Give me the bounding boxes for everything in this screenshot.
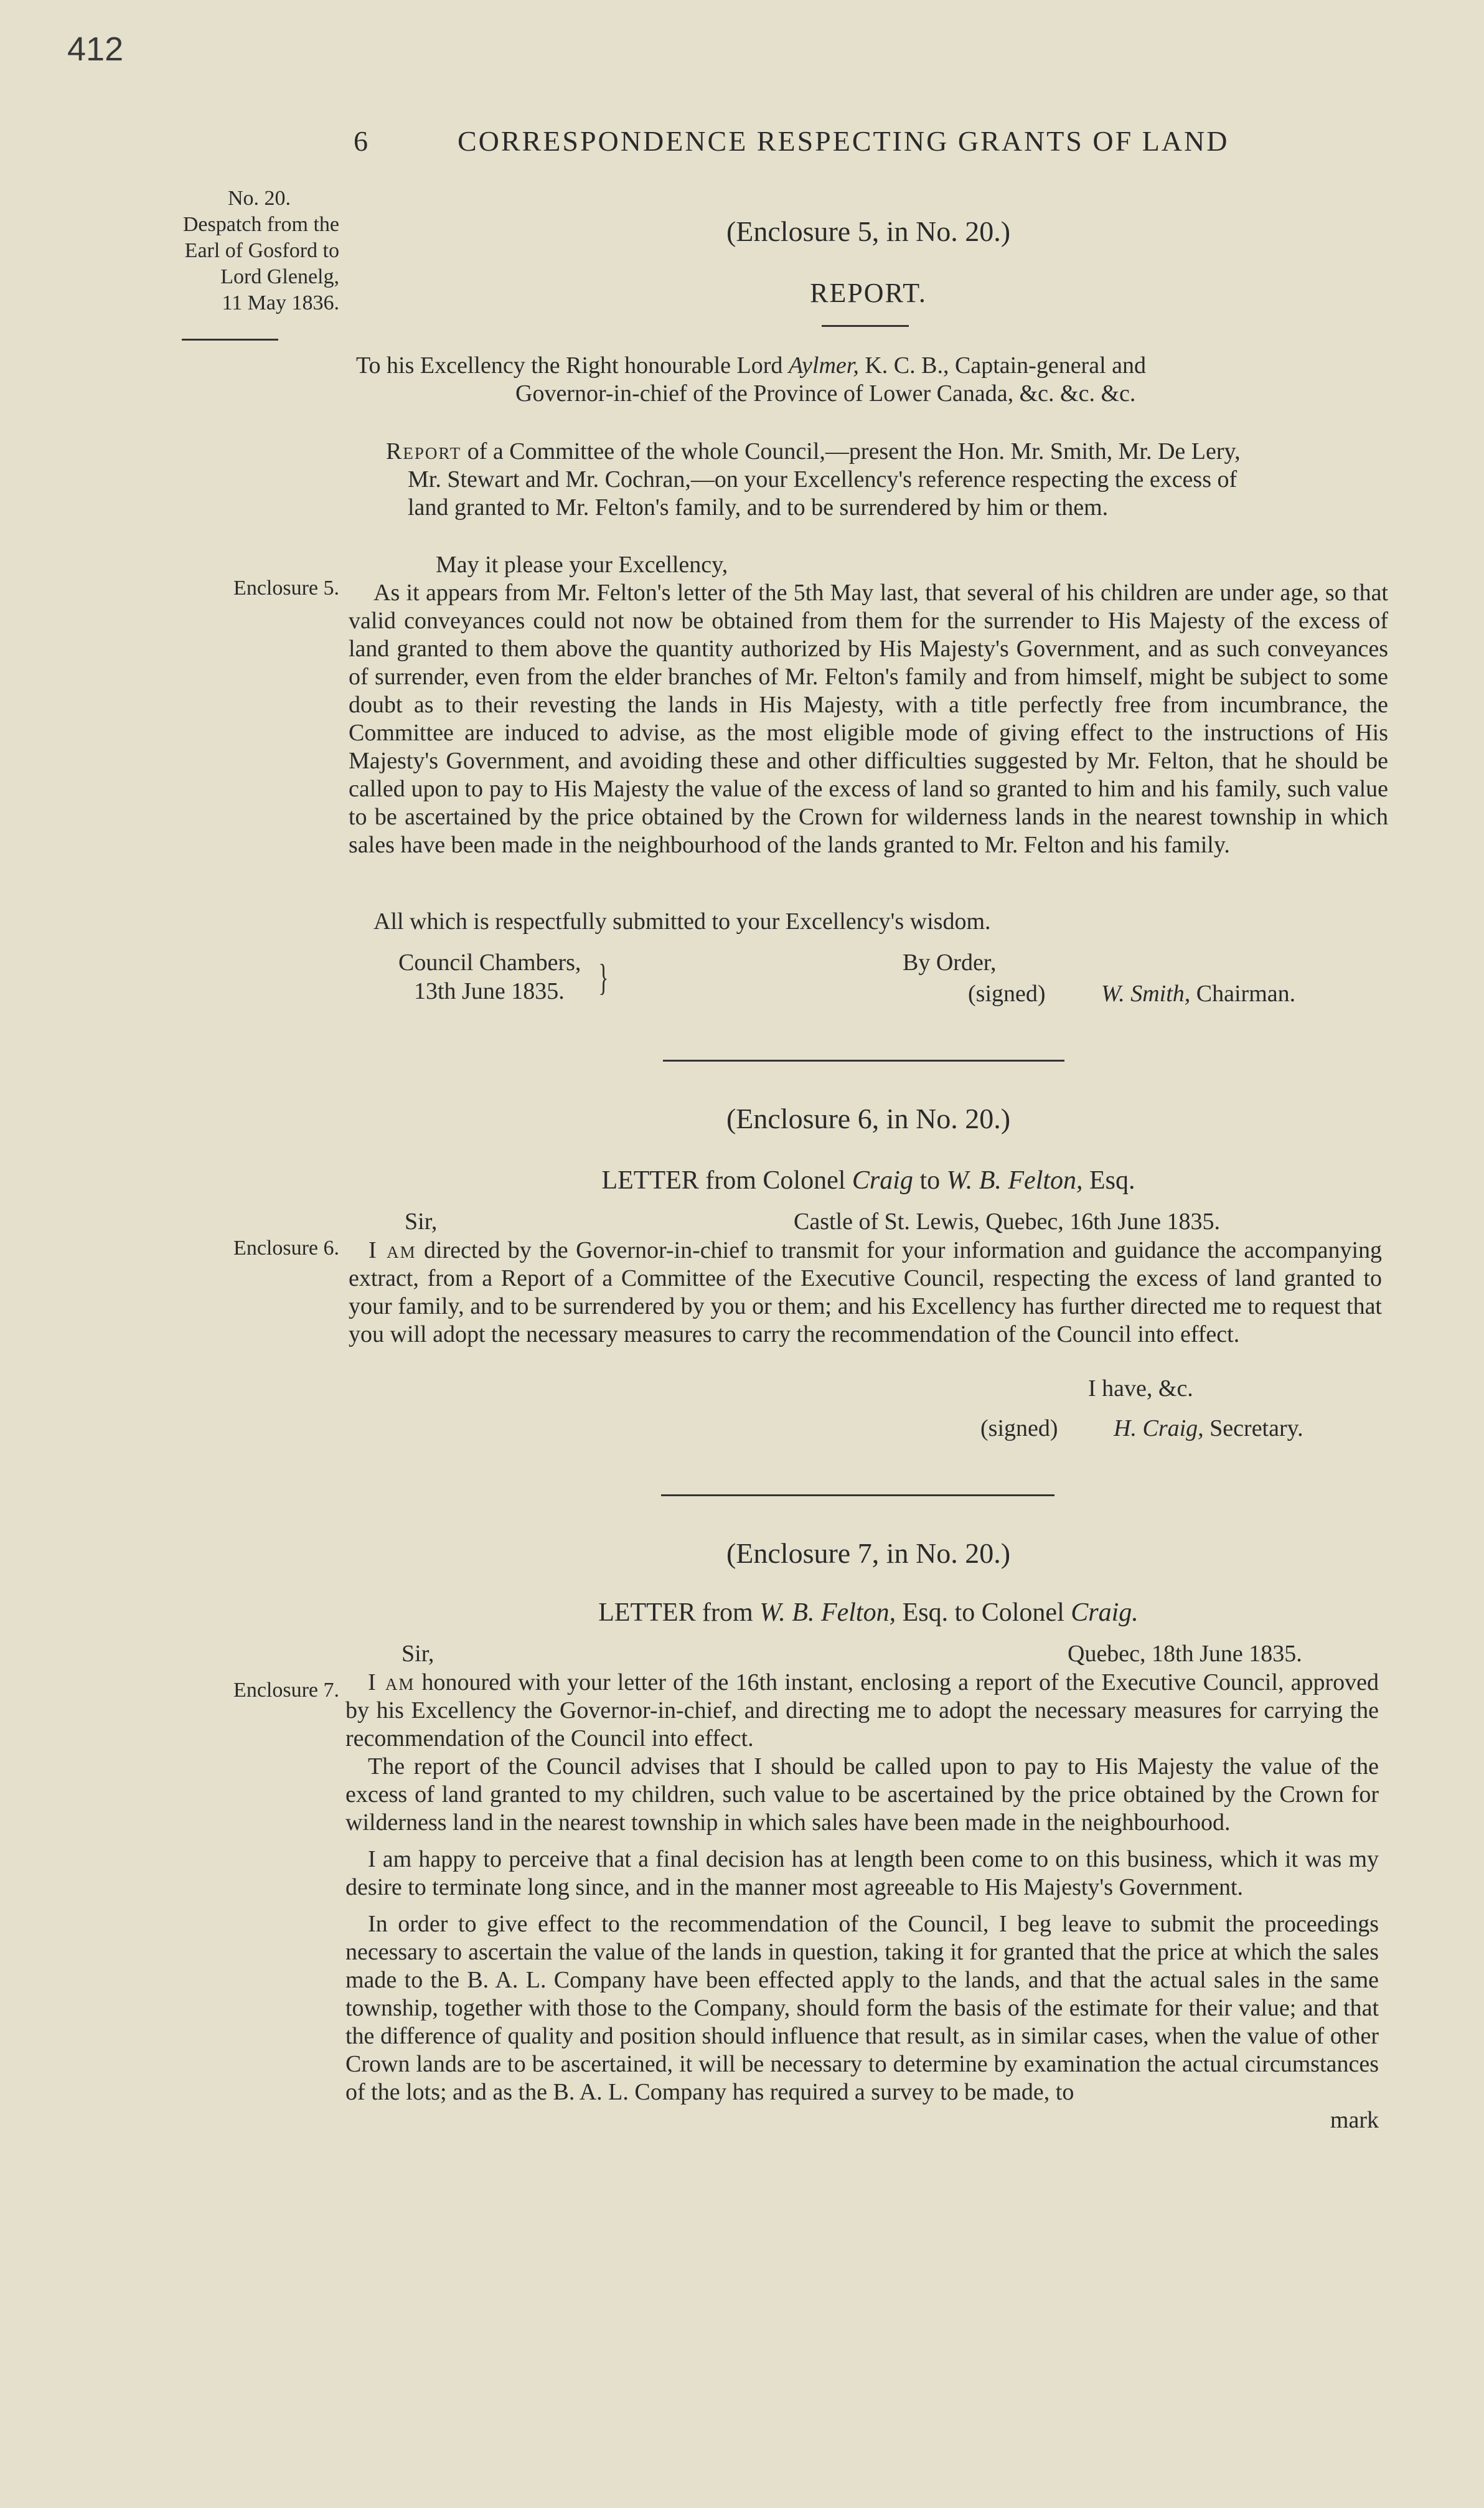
report-closing: All which is respectfully submitted to your Excellency's wisdom.: [373, 908, 991, 935]
by-order: By Order,: [903, 950, 997, 976]
report-body: As it appears from Mr. Felton's letter of the 5th May last, that several of his children are under age, so that valid conveyances could not now be obtained from them for the surrender to His Majesty of the excess of land granted to them above the quantity authorized by His Majesty's Government, and as such conveyances of surrender, even from the elder branches of Mr. Felton's family and from himself, might be subject to some doubt as to their revesting the lands in His Majesty, with a title perfectly free from incumbrance, the Committee are induced to advise, as the most eligible mode of giving effect to the instructions of His Majesty's Government, and avoiding these and other difficulties suggested by Mr. Felton, that he should be called upon to pay to His Majesty the value of the excess of land so granted to him and his family, such value to be ascertained by the price obtained by the Crown for wilderness lands in the nearest township in which sales have been made in the neighbourhood of the lands granted to Mr. Felton and his family.: [349, 580, 1388, 858]
margin-enclosure-7: Enclosure 7.: [233, 1679, 339, 1702]
letter-7-body: [345, 1669, 1379, 2134]
report-line-2: Mr. Stewart and Mr. Cochran,—on your Excellency's reference respecting the excess of: [408, 466, 1237, 493]
addressee-name: Aylmer,: [788, 352, 859, 379]
margin-despatch-line: Lord Glenelg,: [220, 265, 339, 288]
enclosure-6-heading: (Enclosure 6, in No. 20.): [726, 1103, 1011, 1134]
report-line-1: Report of a Committee of the whole Council,—present the Hon. Mr. Smith, Mr. De Lery,: [386, 438, 1241, 464]
letter-6-signature: (signed) H. Craig, Secretary.: [980, 1415, 1303, 1441]
margin-enclosure-5: Enclosure 5.: [233, 577, 339, 600]
address-line-2: Governor-in-chief of the Province of Lower Canada, &c. &c. &c.: [515, 380, 1136, 407]
letter-7-paragraph: In order to give effect to the recommendation of the Council, I beg leave to submit the proceedings necessary to ascertain the value of the lands in question, taking it for granted that the price at which the sales made to the B. A. L. Company have been effected apply to the lands, and that the actual sales in the same township, together with those to the Company, should form the basis of the estimate for their value; and that the difference of quality and position should influence that result, as in similar cases, when the value of other Crown lands are to be ascertained, it will be necessary to determine by examination the actual circumstances of the lots; and as the B. A. L. Company has required a survey to be made, to: [345, 1911, 1379, 2105]
salutation: May it please your Excellency,: [436, 552, 728, 578]
signature-line: (signed) W. Smith, Chairman.: [968, 981, 1296, 1007]
section-rule: [822, 325, 909, 327]
margin-despatch-number: No. 20.: [227, 187, 291, 210]
page-number: 412: [67, 31, 124, 68]
place-line-1: Council Chambers,: [398, 950, 581, 976]
section-rule: [661, 1494, 1054, 1496]
address-line-1: To his Excellency the Right honourable Lord Aylmer, K. C. B., Captain-general and: [356, 352, 1147, 379]
letter-7-salutation: Sir,: [402, 1641, 434, 1667]
letter-7-paragraph: I am happy to perceive that a final decision has at length been come to on this business, which it was my desire to terminate long since, and in the manner most agreeable to His Majesty's Government.: [345, 1846, 1379, 1900]
letter-6-dateline: Castle of St. Lewis, Quebec, 16th June 1835.: [794, 1209, 1220, 1235]
letter-6-salutation: Sir,: [405, 1209, 438, 1235]
margin-despatch-line: Earl of Gosford to: [184, 239, 339, 262]
brace-icon: }: [598, 957, 609, 998]
enclosure-7-heading: (Enclosure 7, in No. 20.): [726, 1537, 1011, 1569]
letter-7-paragraph: The report of the Council advises that I should be called upon to pay to His Majesty the value of the excess of land granted to my children, such value to be ascertained by the price obtained by the Crown for wilderness land in the nearest township in which sales have been made in the neighbourhood.: [345, 1753, 1379, 1836]
margin-rule: [182, 339, 278, 341]
letter-6-body: I am directed by the Governor-in-chief to transmit for your information and guidance the accompanying extract, from a Report of a Committee of the Executive Council, respecting the excess of land granted to your family, and to be surrendered by you or them; and his Excellency has further directed me to request that you will adopt the necessary measures to carry the recommendation of the Council into effect.: [349, 1237, 1382, 1347]
running-head-page-label: 6: [354, 125, 370, 157]
enclosure-5-heading: (Enclosure 5, in No. 20.): [726, 215, 1011, 247]
report-line-3: land granted to Mr. Felton's family, and to be surrendered by him or them.: [408, 494, 1109, 521]
signer-title: Chairman.: [1196, 981, 1296, 1007]
catchword: mark: [1330, 2107, 1379, 2133]
enclosure-6-title: LETTER from Colonel Craig to W. B. Felton, Esq.: [601, 1166, 1135, 1195]
margin-despatch-line: Despatch from the: [182, 213, 339, 236]
margin-enclosure-6: Enclosure 6.: [233, 1237, 339, 1260]
enclosure-7-title: LETTER from W. B. Felton, Esq. to Colonel Craig.: [598, 1598, 1139, 1627]
running-head-title: CORRESPONDENCE RESPECTING GRANTS OF LAND: [458, 125, 1229, 157]
section-rule: [663, 1060, 1064, 1062]
letter-7-paragraph: I am honoured with your letter of the 16th instant, enclosing a report of the Executive Council, approved by his Excellency the Governor-in-chief, and directing me to adopt the necessary measures for carrying the recommendation of the Council into effect.: [345, 1669, 1379, 1751]
report-word: Report: [386, 438, 462, 464]
place-line-2: 13th June 1835.: [414, 978, 565, 1004]
margin-despatch-note: [128, 186, 339, 316]
letter-7-dateline: Quebec, 18th June 1835.: [1068, 1641, 1302, 1667]
letter-6-closing: I have, &c.: [1088, 1375, 1193, 1402]
margin-despatch-line: 11 May 1836.: [222, 291, 339, 314]
signer-name: W. Smith,: [1101, 981, 1191, 1007]
enclosure-5-title: REPORT.: [810, 278, 927, 308]
